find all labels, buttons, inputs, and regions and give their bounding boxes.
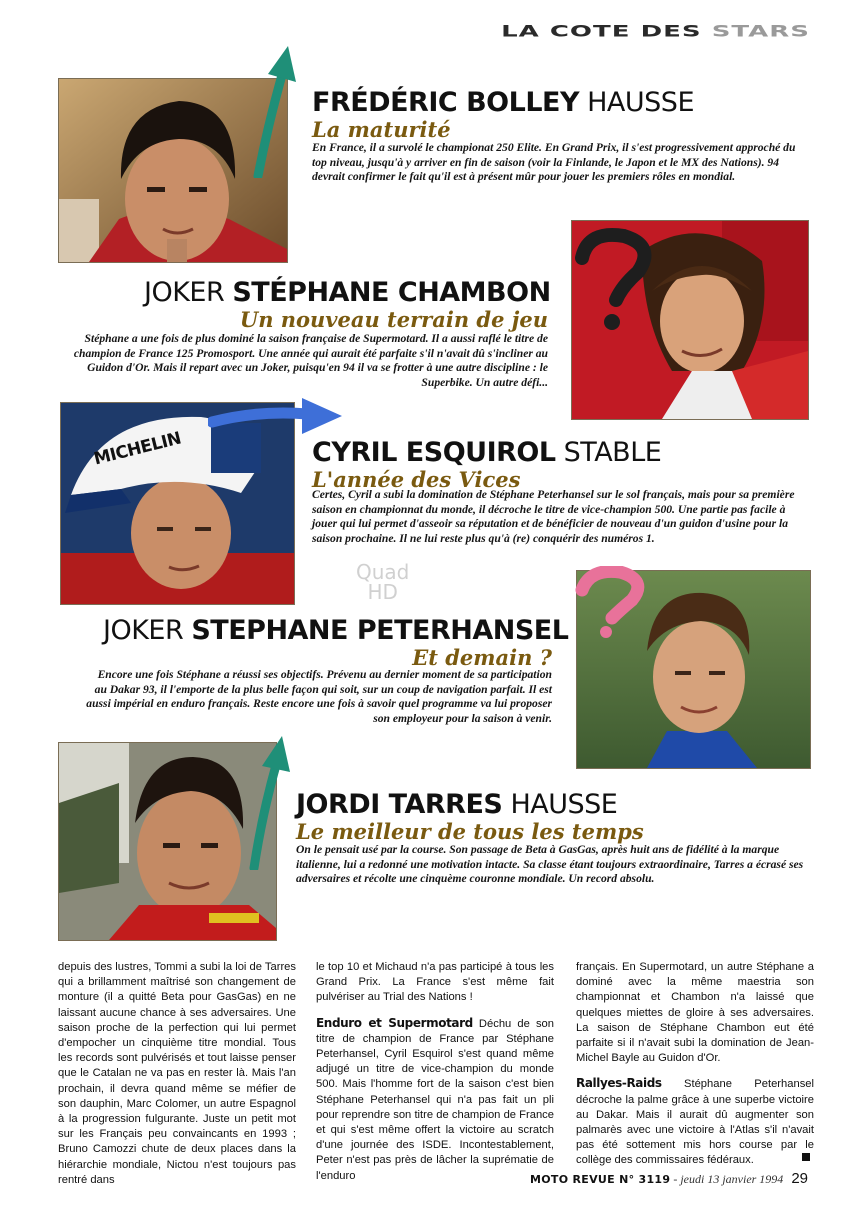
blurb-peterhansel: Encore une fois Stéphane a réussi ses objectifs. Prévenu au dernier moment de sa participation au Dakar 93, il l'emporte de la plus belle façon qui soit, sur un coup de navigation parfait. Il est aussi impérial en enduro français. Reste encore une fois à savoir quel programme va lui proposer son employeur pour la saison à venir. — [86, 668, 552, 725]
headline-stephane-chambon: JOKER STÉPHANE CHAMBON — [144, 277, 551, 308]
cap-logo-text: MICHELIN — [91, 428, 184, 470]
footer-date: - jeudi 13 janvier 1994 — [670, 1172, 784, 1186]
section-text-enduro: Déchu de son titre de champion de France par Stéphane Peterhansel, Cyril Esquirol s'est quand même adjugé un titre de vice-champion du monde 500. Mais l'homme fort de la saison c'est bien Stéphane Peterhansel qui n'a pas fait un pli pour reprendre son titre de champion de France et qui s'est même offert la victoire au scratch d'une journée des ISDE. Incontestablement, Peter n'est pas près de lâcher la suprématie de l'enduro — [316, 1017, 554, 1182]
section-text-rallyes: Stéphane Peterhansel décroche la palme grâce à une superbe victoire au Dakar. Mais il aurait dû augmenter son palmarès avec une victoire à l'Atlas s'il n'avait pas été sottement mis hors course par le collège des commissaires fédéraux. — [576, 1078, 814, 1167]
headline-cyril-esquirol: CYRIL ESQUIROL STABLE — [312, 437, 662, 468]
column-2-section — [316, 1016, 554, 1184]
column-2-intro: le top 10 et Michaud n'a pas participé à tous les Grand Prix. La France s'est même fait pulvériser au Trial des Nations ! — [316, 961, 554, 1004]
headline-frederic-bolley: FRÉDÉRIC BOLLEY HAUSSE — [312, 87, 694, 118]
arrow-up-icon — [248, 44, 302, 178]
question-mark-icon — [568, 226, 660, 332]
arrow-up-icon — [244, 734, 296, 870]
section-heading-rallyes: Rallyes-Raids — [576, 1076, 662, 1091]
body-column-1 — [58, 960, 296, 1188]
blurb-tarres: On le pensait usé par la course. Son passage de Beta à GasGas, après huit ans de fidélité à la marque italienne, lui a redonné une motivation intacte. Sa classe étant toujours extraordinaire, Tarres a écrasé ses adversaires et récolte une cinquème couronne mondiale. Un record absolu. — [296, 843, 804, 886]
body-column-2 — [316, 960, 554, 1184]
watermark: Quad HD — [356, 560, 410, 604]
blurb-bolley: En France, il a survolé le championat 250 Elite. En Grand Prix, il s'est progressivement approché du top niveau, jusqu'à y arriver en fin de saison (voir la Finlande, le Japon et le MX des Nations). 94 devrait confirmer le fait qu'il est à présent mûr pour jouer les premiers rôles en mondial. — [312, 141, 796, 184]
page-number: 29 — [791, 1170, 808, 1187]
column-1-text: depuis des lustres, Tommi a subi la loi de Tarres qui a brillamment maîtrisé son changement de monture (il a quitté Beta pour GasGas) en ne laissant aucune chance à ses adversaires. Une saison proche de la perfection qui lui permet d'empocher un cinquième titre mondial. Tous les records sont pulvérisés et tout laisse penser que le Catalan ne va pas en rester là. Mais l'an prochain, il devra quand même se méfier de son dauphin, Marc Colomer, un autre Espagnol à la progression fulgurante. Juste un petit mot sur les Français peu convaincants en 1993 ; Bruno Camozzi chute de deux places dans la hiérarchie mondiale, Nictou n'est toujours pas rentré dans — [58, 961, 296, 1186]
subtitle-chambon: Un nouveau terrain de jeu — [239, 307, 548, 332]
subtitle-esquirol: L'année des Vices — [312, 467, 521, 492]
question-mark-icon — [566, 566, 652, 638]
subtitle-tarres: Le meilleur de tous les temps — [296, 819, 644, 844]
headline-jordi-tarres: JORDI TARRES HAUSSE — [296, 789, 618, 820]
subtitle-peterhansel: Et demain ? — [412, 645, 552, 670]
blurb-chambon: Stéphane a une fois de plus dominé la saison française de Supermotard. Il a aussi raflé le titre de champion de France 125 Promosport. Une année qui aurait été parfaite s'il n'avait dû s'incliner au Guidon d'Or. Mais il repart avec un Joker, puisqu'en 94 il va se frotter à une autre discipline : le Superbike. Un autre défi... — [73, 332, 548, 389]
column-3-intro: français. En Supermotard, un autre Stéphane a dominé avec la même maestria son championnat et Chambon n'a laissé que quelques miettes de gloire à ses adversaires. La saison de Stéphane Chambon eut été parfaite si il n'avait subi la domination de Jean-Michel Bayle au Guidon d'Or. — [576, 961, 814, 1065]
body-column-3 — [576, 960, 814, 1169]
end-of-article-mark — [802, 1153, 810, 1161]
page-footer — [530, 1170, 808, 1187]
section-heading-enduro: Enduro et Supermotard — [316, 1015, 473, 1030]
arrow-right-icon — [208, 394, 344, 438]
column-3-section — [576, 1076, 814, 1168]
headline-stephane-peterhansel: JOKER STEPHANE PETERHANSEL — [103, 615, 569, 646]
page-header-title: LA COTE DES STARS — [501, 22, 810, 41]
footer-magazine: MOTO REVUE N° 3119 — [530, 1173, 671, 1186]
blurb-esquirol: Certes, Cyril a subi la domination de Stéphane Peterhansel sur le sol français, mais pour sa première saison en championnat du monde, il décroche le titre de vice-champion 500. Une partie pas facile à jouer qui lui permet d'asseoir sa réputation et de bénéficier de nouveau d'un guidon d'usine pour la saison prochaine. Il ne lui reste plus qu'à (re) conquérir des numéros 1. — [312, 488, 795, 545]
subtitle-bolley: La maturité — [312, 117, 451, 142]
